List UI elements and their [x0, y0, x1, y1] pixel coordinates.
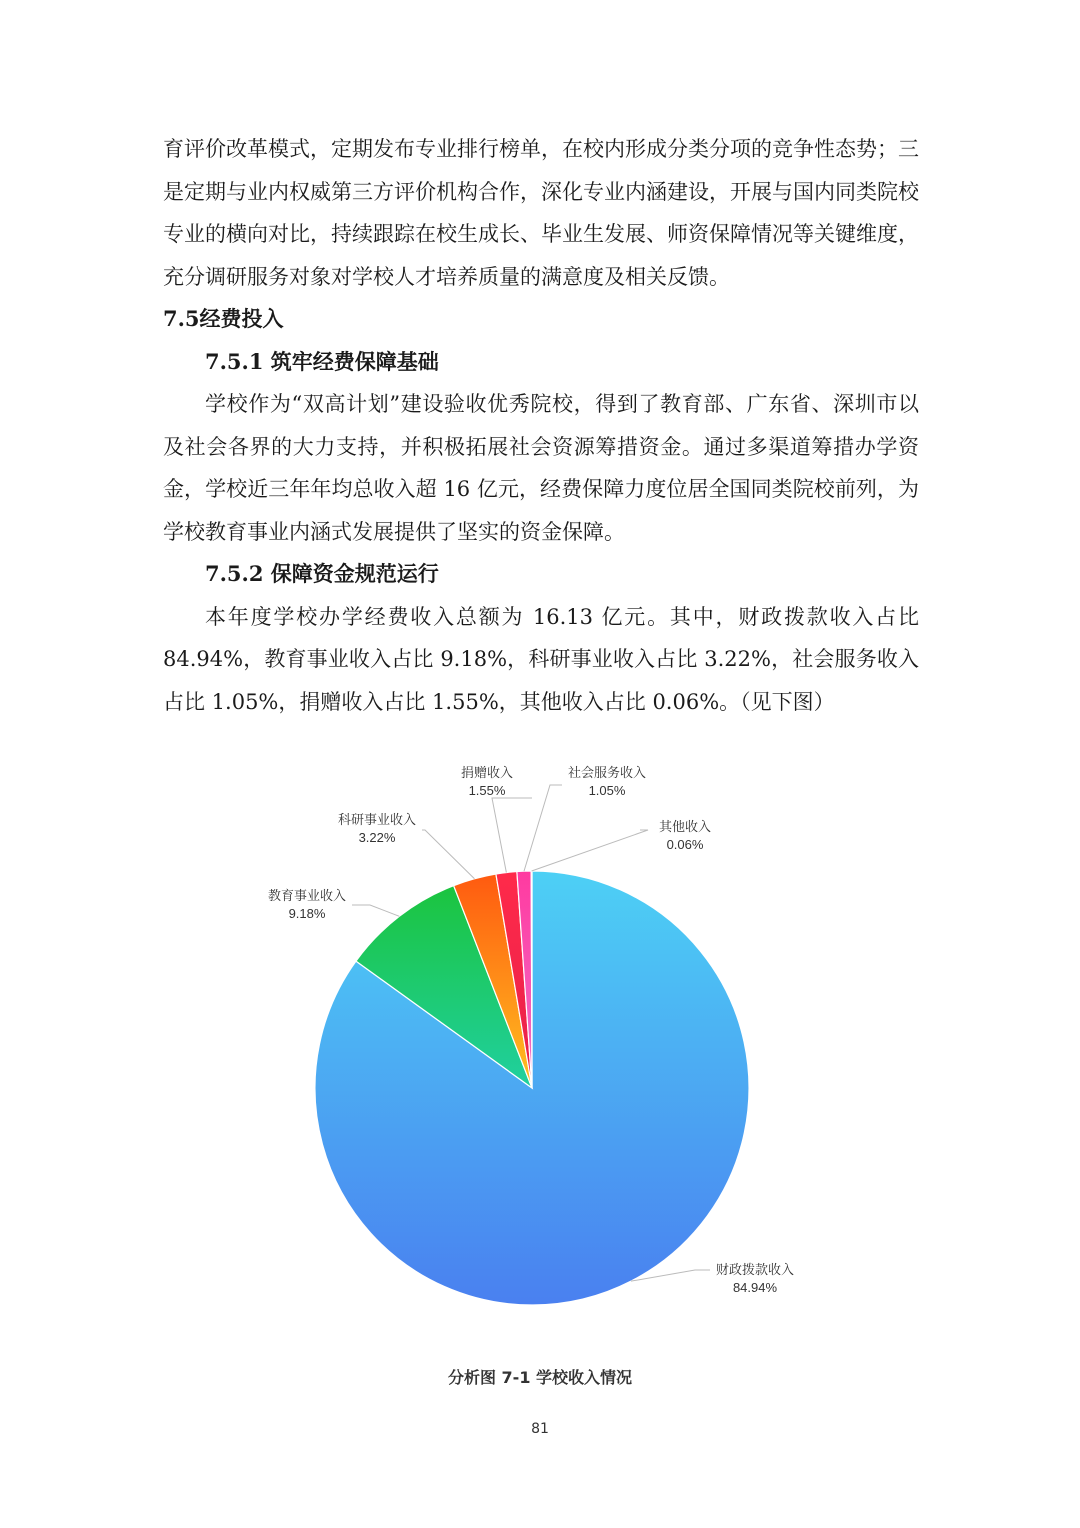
- pie-label-value-5: 0.06%: [666, 837, 704, 852]
- pie-leader-2: [422, 830, 474, 879]
- heading-7-5: 7.5经费投入: [163, 306, 284, 331]
- heading-7-5-1: 7.5.1 筑牢经费保障基础: [205, 348, 439, 374]
- pie-label-value-1: 9.18%: [288, 906, 326, 921]
- pie-leader-1: [352, 905, 399, 916]
- paragraph-funding-ops: 本年度学校办学经费收入总额为 16.13 亿元。其中，财政拨款收入占比 84.94%，教育事业收入占比 9.18%，科研事业收入占比 3.22%，社会服务收入占比 1.05%，捐赠收入占比 1.55%，其他收入占比 0.06%。（见下图）: [163, 604, 919, 714]
- pie-leader-5: [532, 830, 648, 871]
- pie-label-name-4: 社会服务收入: [567, 765, 647, 780]
- pie-label-name-0: 财政拨款收入: [715, 1262, 795, 1277]
- pie-label-name-3: 捐赠收入: [460, 765, 514, 780]
- pie-slices: [315, 871, 749, 1305]
- pie-label-name-5: 其他收入: [658, 819, 712, 834]
- page-number: 81: [531, 1421, 549, 1437]
- heading-7-5-2: 7.5.2 保障资金规范运行: [205, 561, 439, 586]
- figure-caption: 分析图 7-1 学校收入情况: [447, 1368, 633, 1387]
- pie-label-name-1: 教育事业收入: [267, 888, 347, 903]
- pie-label-value-3: 1.55%: [468, 783, 506, 798]
- pie-label-name-2: 科研事业收入: [337, 812, 417, 827]
- pie-label-value-0: 84.94%: [732, 1280, 778, 1295]
- pie-label-value-2: 3.22%: [358, 830, 396, 845]
- pie-slice-5: [531, 871, 532, 1088]
- paragraph-evaluation: 育评价改革模式，定期发布专业排行榜单，在校内形成分类分项的竞争性态势；三是定期与业内权威第三方评价机构合作，深化专业内涵建设，开展与国内同类院校专业的横向对比，持续跟踪在校生成长、毕业生发展、师资保障情况等关键维度，充分调研服务对象对学校人才培养质量的满意度及相关反馈。: [163, 137, 919, 289]
- paragraph-funding-base: 学校作为“双高计划”建设验收优秀院校，得到了教育部、广东省、深圳市以及社会各界的大力支持，并积极拓展社会资源筹措资金。通过多渠道筹措办学资金，学校近三年年均总收入超 16 亿元，经费保障力度位居全国同类院校前列，为学校教育事业内涵式发展提供了坚实的资金保障。: [163, 392, 919, 544]
- income-pie-chart: [0, 740, 1080, 1340]
- pie-leader-3: [492, 798, 532, 873]
- pie-label-value-4: 1.05%: [588, 783, 626, 798]
- body-text: [163, 128, 919, 723]
